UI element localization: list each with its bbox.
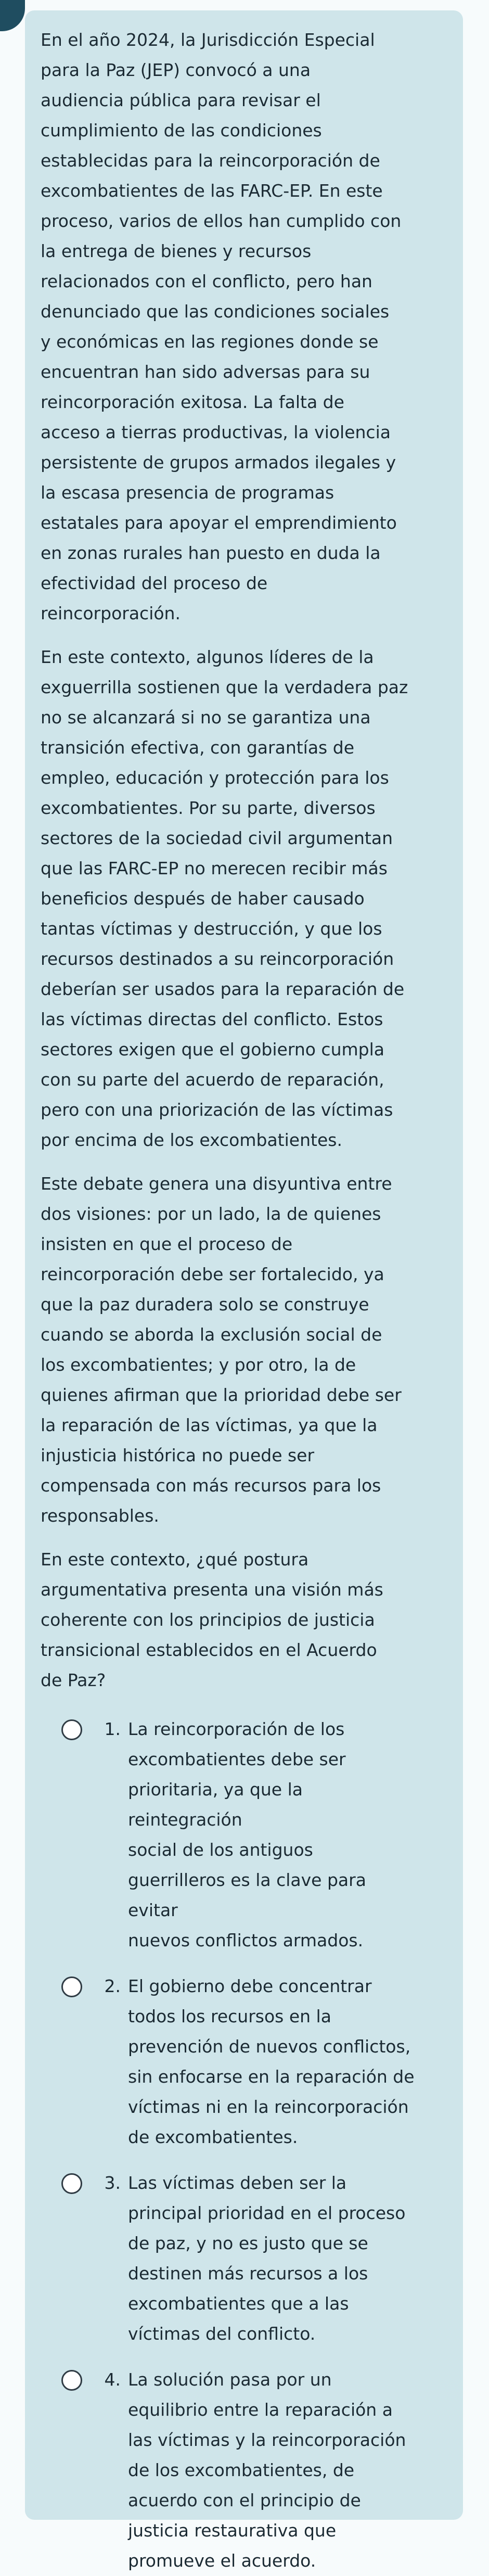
- question-card: [25, 10, 463, 2571]
- question-stem: [41, 25, 449, 1695]
- radio-button-icon[interactable]: [61, 1719, 82, 1740]
- option-number: 2.: [104, 1976, 121, 1996]
- radio-button-icon[interactable]: [61, 2370, 82, 2391]
- question-paragraph-2: En este contexto, algunos líderes de la exguerrilla sostienen que la verdadera paz no se alcanzará si no se garantiza una transición efectiva, con garantías de empleo, educación y protección para los excombatientes. Por su parte, diversos sectores de la sociedad civil argumentan que las FARC-EP no merecen recibir más beneficios después de haber causado tantas víctimas y destrucción, y que los recursos destinados a su reincorporación deberían ser usados para la reparación de las víctimas directas del conflicto. Estos sectores exigen que el gobierno cumpla con su parte del acuerdo de reparación, pero con una priorización de las víctimas por encima de los excombatientes.: [41, 647, 408, 1150]
- option-text: La solución pasa por un equilibrio entre la reparación a las víctimas y la reincorporación de los excombatientes, de acuerdo con el principio de justicia restaurativa que promueve el acuerdo.: [128, 2369, 406, 2571]
- answer-option-3[interactable]: [61, 2168, 449, 2349]
- answer-options: [41, 1714, 449, 2576]
- question-paragraph-1: En el año 2024, la Jurisdicción Especial para la Paz (JEP) convocó a una audiencia pública para revisar el cumplimiento de las condiciones establecidas para la reincorporación de excombatientes de las FARC-EP. En este proceso, varios de ellos han cumplido con la entrega de bienes y recursos relacionados con el conflicto, pero han denunciado que las condiciones sociales y económicas en las regiones donde se encuentran han sido adversas para su reincorporación exitosa. La falta de acceso a tierras productivas, la violencia persistente de grupos armados ilegales y la escasa presencia de programas estatales para apoyar el emprendimiento en zonas rurales han puesto en duda la efectividad del proceso de reincorporación.: [41, 30, 402, 623]
- radio-button-icon[interactable]: [61, 1976, 82, 1997]
- radio-button-icon[interactable]: [61, 2173, 82, 2194]
- answer-option-1[interactable]: [61, 1714, 449, 1956]
- answer-option-4[interactable]: [61, 2365, 449, 2576]
- option-number: 1.: [104, 1719, 121, 1739]
- option-text: El gobierno debe concentrar todos los recursos en la prevención de nuevos conflictos, sin enfocarse en la reparación de víctimas ni en la reincorporación de excombatientes.: [128, 1976, 415, 2147]
- corner-decoration: [0, 0, 25, 31]
- option-text: Las víctimas deben ser la principal prioridad en el proceso de paz, y no es justo que se destinen más recursos a los excombatientes que a las víctimas del conflicto.: [128, 2173, 406, 2344]
- question-paragraph-3: Este debate genera una disyuntiva entre dos visiones: por un lado, la de quienes insisten en que el proceso de reincorporación debe ser fortalecido, ya que la paz duradera solo se construye cuando se aborda la exclusión social de los excombatientes; y por otro, la de quienes afirman que la prioridad debe ser la reparación de las víctimas, ya que la injusticia histórica no puede ser compensada con más recursos para los responsables.: [41, 1174, 402, 1526]
- option-number: 4.: [104, 2369, 121, 2390]
- answer-option-2[interactable]: [61, 1971, 449, 2152]
- question-prompt: En este contexto, ¿qué postura argumentativa presenta una visión más coherente con los principios de justicia transicional establecidos en el Acuerdo de Paz?: [41, 1549, 383, 1690]
- option-text: La reincorporación de los excombatientes debe ser prioritaria, ya que la reintegración social de los antiguos guerrilleros es la clave para evitar nuevos conflictos armados.: [128, 1719, 366, 1950]
- option-number: 3.: [104, 2173, 121, 2193]
